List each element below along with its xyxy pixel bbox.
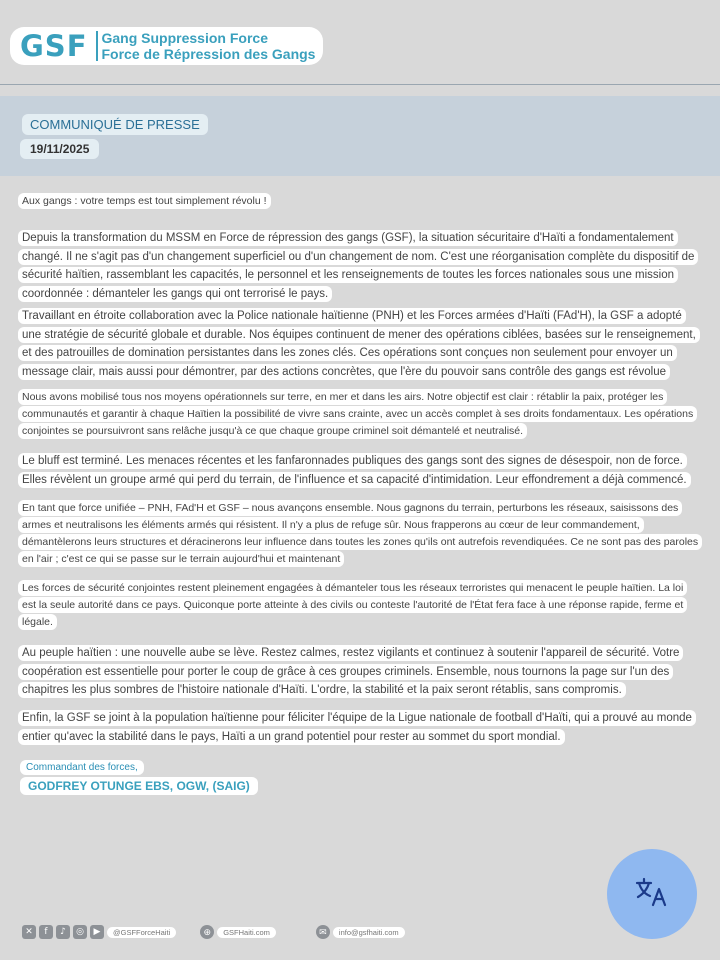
paragraph-5 xyxy=(18,500,700,568)
headline xyxy=(18,193,700,210)
paragraph-3 xyxy=(18,389,700,440)
org-name-en: Gang Suppression Force xyxy=(101,30,268,46)
facebook-icon[interactable]: f xyxy=(39,925,53,939)
org-name-fr: Force de Répression des Gangs xyxy=(101,46,316,62)
paragraph-4-text: Le bluff est terminé. Les menaces récentes et les fanfaronnades publiques des gangs sont des signes de désespoir, non de force. Elles révèlent un groupe armé qui perd du terrain, de l'influence et sa capacité d'intimidation. Leur effondrement a déjà commencé. xyxy=(18,453,691,488)
signature xyxy=(20,757,258,795)
headline-text: Aux gangs : votre temps est tout simplement révolu ! xyxy=(18,193,271,209)
paragraph-2 xyxy=(18,307,700,382)
translate-button[interactable] xyxy=(607,849,697,939)
x-icon[interactable]: ✕ xyxy=(22,925,36,939)
press-release-label: COMMUNIQUÉ DE PRESSE xyxy=(22,114,208,135)
social-handle[interactable]: @GSFForceHaiti xyxy=(107,927,176,938)
paragraph-6 xyxy=(18,580,700,631)
paragraph-8 xyxy=(18,709,700,746)
youtube-icon[interactable]: ▶ xyxy=(90,925,104,939)
paragraph-7-text: Au peuple haïtien : une nouvelle aube se lève. Restez calmes, restez vigilants et continuez à soutenir l'appareil de sécurité. Votre coopération est essentielle pour porter le coup de grâce à ces groupes criminels. Ensemble, nous tournons la page sur l'un des chapitres les plus sombres de l'histoire nationale d'Haïti. L'ordre, la stabilité et la paix seront rétablis, sans compromis. xyxy=(18,645,683,698)
tiktok-icon[interactable]: ♪ xyxy=(56,925,70,939)
header xyxy=(10,26,323,66)
email-link[interactable]: info@gsfhaiti.com xyxy=(333,927,405,938)
press-date: 19/11/2025 xyxy=(20,139,99,159)
logo-text: GSF xyxy=(20,29,88,63)
logo-divider xyxy=(96,31,98,61)
paragraph-2-text: Travaillant en étroite collaboration avec la Police nationale haïtienne (PNH) et les Forces armées d'Haïti (FAd'H), la GSF a adopté une stratégie de sécurité globale et durable. Nos équipes continuent de mener des opérations ciblées, basées sur le renseignement, et des patrouilles de domination persistantes dans les zones clés. Ces opérations sont conçues non seulement pour envoyer un message clair, mais aussi pour démontrer, par des actions concrètes, que l'ère du pouvoir sans contrôle des gangs est révolue xyxy=(18,308,700,380)
paragraph-7 xyxy=(18,644,700,700)
header-divider xyxy=(0,84,720,85)
mail-icon: ✉ xyxy=(316,925,330,939)
paragraph-5-text: En tant que force unifiée – PNH, FAd'H et GSF – nous avançons ensemble. Nous gagnons du terrain, perturbons les réseaux, saisissons des armes et neutralisons les éléments armés qui résistent. Il n'y a plus de refuge sûr. Nous frapperons au cœur de leur commandement, démantèlerons leurs structures et déracinerons leur influence dans toutes les zones qu'ils ont autrefois revendiquées. Ce ne sont pas des paroles en l'air ; c'est ce qui se passe sur le terrain aujourd'hui et maintenant xyxy=(18,500,702,567)
paragraph-4 xyxy=(18,452,700,489)
paragraph-6-text: Les forces de sécurité conjointes restent pleinement engagées à démanteler tous les réseaux terroristes qui menacent le peuple haïtien. La loi est la seule autorité dans ce pays. Quiconque porte atteinte à des civils ou conteste l'autorité de l'État fera face à une réponse rapide, ferme et légale. xyxy=(18,580,687,630)
logo-names xyxy=(102,30,316,62)
translate-icon xyxy=(635,877,669,912)
signature-name: GODFREY OTUNGE EBS, OGW, (SAIG) xyxy=(20,777,258,795)
paragraph-8-text: Enfin, la GSF se joint à la population haïtienne pour féliciter l'équipe de la Ligue nationale de football d'Haïti, qui a prouvé au monde entier qu'avec la stabilité dans le pays, Haïti a un grand potentiel pour rester au sommet du sport mondial. xyxy=(18,710,696,745)
instagram-icon[interactable]: ◎ xyxy=(73,925,87,939)
globe-icon: ⊕ xyxy=(200,925,214,939)
signature-title: Commandant des forces, xyxy=(20,760,144,775)
gsf-logo xyxy=(10,27,323,65)
paragraph-3-text: Nous avons mobilisé tous nos moyens opérationnels sur terre, en mer et dans les airs. Notre objectif est clair : rétablir la paix, protéger les communautés et garantir à chaque Haïtien la possibilité de vivre sans crainte, avec un accès complet à ses droits fondamentaux. Les opérations conjointes se poursuivront sans relâche jusqu'à ce que chaque groupe criminel soit démantelé et neutralisé. xyxy=(18,389,697,439)
press-band xyxy=(0,96,720,176)
footer xyxy=(22,925,405,939)
website-link[interactable]: GSFHaiti.com xyxy=(217,927,276,938)
paragraph-1 xyxy=(18,229,700,304)
paragraph-1-text: Depuis la transformation du MSSM en Force de répression des gangs (GSF), la situation sécuritaire d'Haïti a fondamentalement changé. Il ne s'agit pas d'un changement superficiel ou d'un changement de nom. C'est une réorganisation complète du dispositif de sécurité haïtien, rassemblant les capacités, le personnel et les renseignements de toutes les forces nationales sous une mission coordonnée : démanteler les gangs qui ont terrorisé le pays. xyxy=(18,230,698,302)
